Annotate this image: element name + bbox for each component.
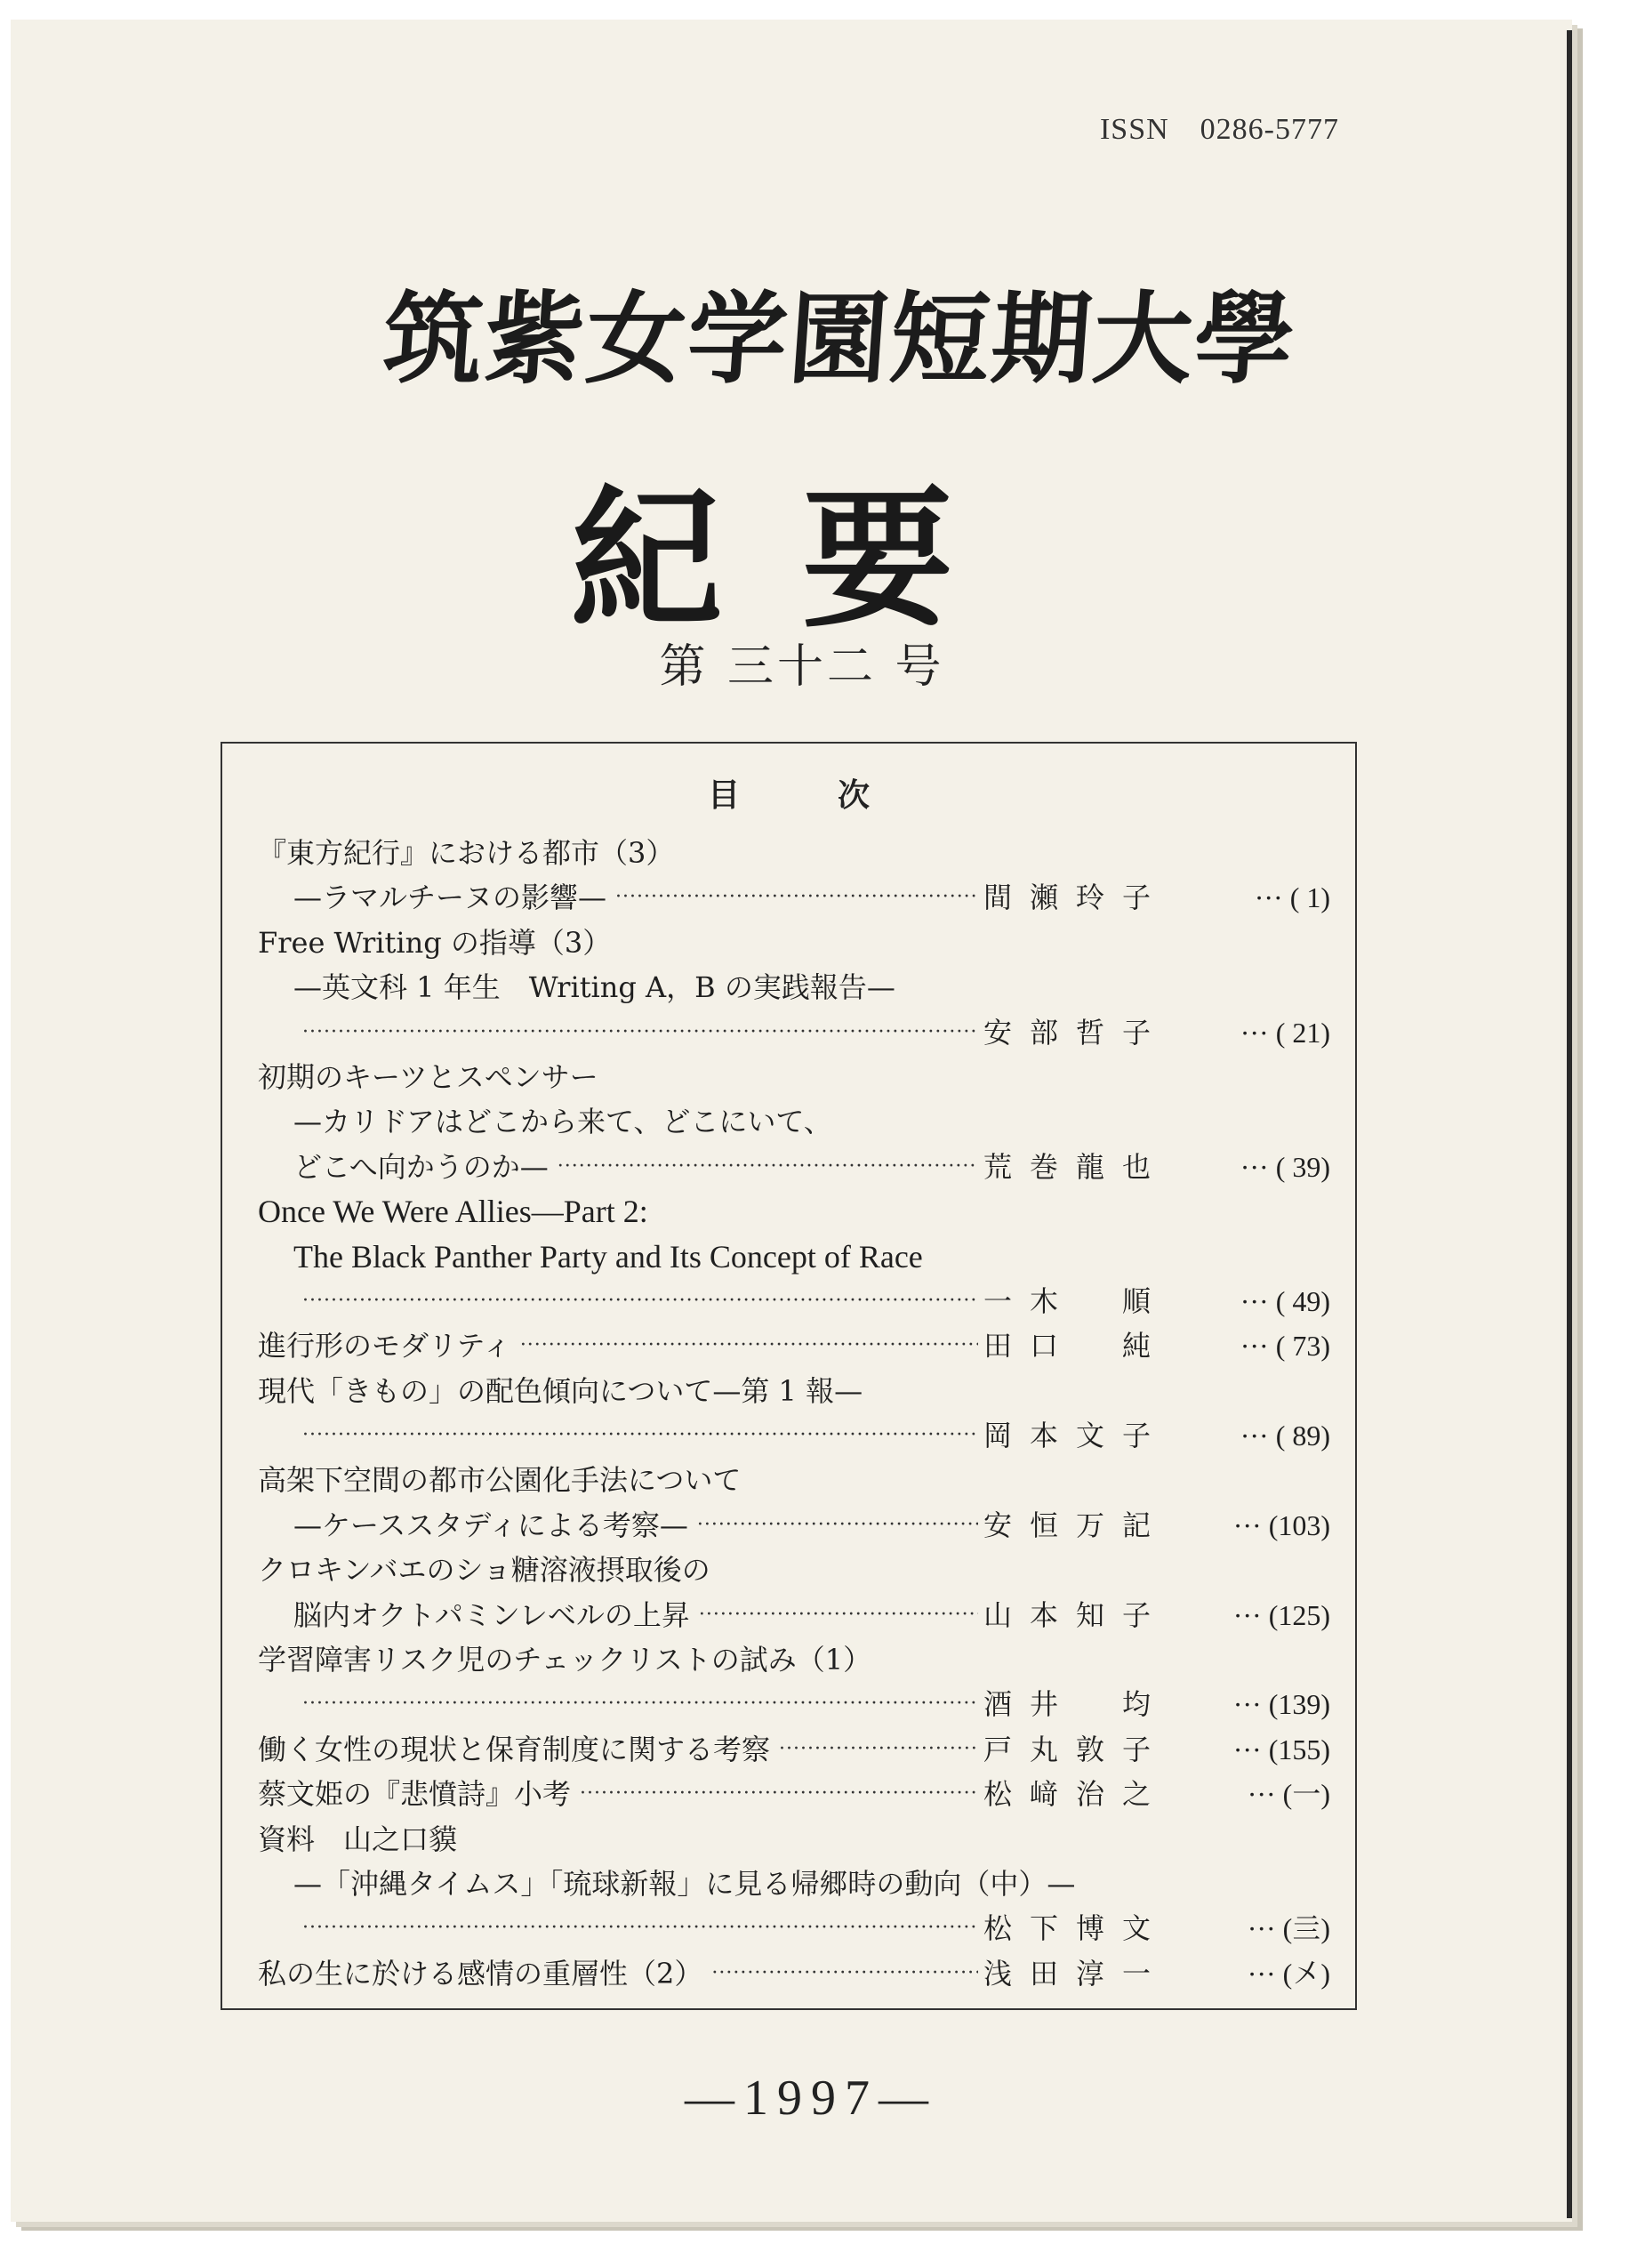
toc-entry-title: 『東方紀行』における都市（3） [258, 836, 675, 870]
dot-leader [302, 1279, 978, 1323]
toc-line [258, 1503, 1330, 1548]
toc-entry-author: 一木 順 [983, 1283, 1169, 1318]
toc-entry-author: 安恒万記 [983, 1508, 1169, 1542]
dot-leader [302, 1413, 978, 1458]
toc-entry-title: 現代「きもの」の配色傾向について—第 1 報— [258, 1373, 863, 1408]
toc-entry-page: ··· (155) [1232, 1733, 1330, 1765]
toc-line [258, 1369, 1330, 1413]
toc-entry-author: 間瀬玲子 [983, 881, 1169, 915]
toc-line [258, 1279, 1330, 1323]
toc-line [258, 831, 1330, 875]
school-name: 筑紫女学園短期大學 [379, 281, 1300, 398]
toc-line [258, 1772, 1330, 1816]
toc-entry-title: 脳内オクトパミンレベルの上昇 [293, 1597, 690, 1632]
toc-entry-title: どこへ向かうのか— [293, 1149, 549, 1184]
toc-entry-author: 戸丸敦子 [983, 1732, 1169, 1766]
dot-leader [580, 1772, 978, 1816]
toc-entries [258, 831, 1330, 1996]
toc-entry-page: ··· (一) [1247, 1778, 1330, 1811]
toc-entry-page: ··· (103) [1232, 1508, 1330, 1541]
toc-line [258, 1458, 1330, 1502]
toc-entry-page: ··· (139) [1232, 1688, 1330, 1721]
toc-entry-title: 学習障害リスク児のチェックリストの試み（1） [258, 1643, 872, 1677]
toc-entry-title: —ケーススタディによる考察— [293, 1508, 688, 1542]
toc-entry-page: ··· (125) [1232, 1598, 1330, 1631]
toc-entry-author: 松﨑治之 [983, 1777, 1169, 1812]
toc-line [258, 1235, 1330, 1279]
toc-entry-author: 田口 純 [983, 1329, 1169, 1363]
toc-entry-page: ··· ( 49) [1240, 1284, 1330, 1317]
journal-cover [11, 20, 1572, 2222]
toc-entry-author: 荒巻龍也 [983, 1149, 1169, 1184]
toc-entry-author: 松下博文 [983, 1911, 1169, 1946]
toc-entry-page: ··· (亖) [1247, 1912, 1330, 1945]
dot-leader [302, 1010, 978, 1055]
toc-entry-title: —英文科 1 年生 Writing A，B の実践報告— [293, 970, 895, 1005]
dot-leader [697, 1503, 978, 1548]
toc-line [258, 1055, 1330, 1099]
toc-entry-author: 安部哲子 [983, 1015, 1169, 1050]
toc-entry-title: 進行形のモダリティ [258, 1329, 511, 1363]
toc-entry-title: 蔡文姫の『悲憤詩』小考 [258, 1777, 572, 1812]
toc-entry-author: 浅田淳一 [983, 1956, 1169, 1991]
toc-entry-title: Once We Were Allies—Part 2: [258, 1194, 648, 1230]
table-of-contents [221, 742, 1357, 2010]
dot-leader [699, 1593, 978, 1637]
toc-line [258, 1323, 1330, 1368]
toc-entry-page: ··· ( 39) [1240, 1150, 1330, 1183]
toc-line [258, 1145, 1330, 1189]
journal-title: 紀要 [570, 470, 1033, 648]
toc-line [258, 1951, 1330, 1996]
toc-entry-title: The Black Panther Party and Its Concept of Race [293, 1238, 923, 1275]
publication-year: —1997— [685, 2071, 937, 2126]
dot-leader [302, 1682, 978, 1726]
toc-line [258, 1548, 1330, 1592]
toc-entry-page: ··· ( 21) [1240, 1016, 1330, 1049]
toc-entry-title: 資料 山之口貘 [258, 1822, 458, 1856]
toc-entry-title: 初期のキーツとスペンサー [258, 1059, 598, 1094]
toc-line [258, 1593, 1330, 1637]
toc-entry-title: 私の生に於ける感情の重層性（2） [258, 1956, 703, 1991]
toc-entry-title: 働く女性の現状と保育制度に関する考察 [258, 1732, 771, 1766]
toc-line [258, 875, 1330, 920]
toc-entry-title: —カリドアはどこから来て、どこにいて、 [293, 1105, 832, 1139]
toc-line [258, 1817, 1330, 1862]
issue-number: 第 三十二 号 [659, 640, 945, 694]
toc-entry-page: ··· ( 1) [1254, 881, 1330, 914]
toc-line [258, 1862, 1330, 1906]
toc-line [258, 1099, 1330, 1144]
toc-entry-author: 山本知子 [983, 1597, 1169, 1632]
toc-line [258, 1682, 1330, 1726]
toc-line [258, 1189, 1330, 1234]
toc-entry-page: ··· ( 73) [1240, 1330, 1330, 1363]
toc-line [258, 1906, 1330, 1950]
toc-entry-page: ··· ( 89) [1240, 1420, 1330, 1452]
toc-line [258, 1010, 1330, 1055]
toc-entry-title: —「沖縄タイムス」「琉球新報」に見る帰郷時の動向（中）— [293, 1866, 1076, 1901]
toc-line [258, 1637, 1330, 1682]
toc-entry-title: 高架下空間の都市公園化手法について [258, 1463, 742, 1498]
toc-line [258, 965, 1330, 1009]
toc-entry-page: ··· (㐅) [1247, 1957, 1330, 1990]
toc-line [258, 1413, 1330, 1458]
dot-leader [558, 1145, 978, 1189]
dot-leader [302, 1906, 978, 1950]
toc-entry-title: Free Writing の指導（3） [258, 925, 612, 960]
issn-label: ISSN 0286-5777 [1099, 113, 1339, 146]
toc-heading: 目次 [707, 777, 967, 814]
toc-entry-author: 岡本文子 [983, 1419, 1169, 1453]
dot-leader [779, 1727, 978, 1772]
cover-spine-edge [1567, 30, 1572, 2218]
dot-leader [615, 875, 978, 920]
toc-entry-title: クロキンバエのショ糖溶液摂取後の [258, 1553, 710, 1588]
toc-entry-author: 酒井 均 [983, 1687, 1169, 1722]
dot-leader [520, 1323, 978, 1368]
toc-line [258, 921, 1330, 965]
dot-leader [711, 1951, 978, 1996]
toc-line [258, 1727, 1330, 1772]
toc-entry-title: —ラマルチーヌの影響— [293, 881, 607, 915]
